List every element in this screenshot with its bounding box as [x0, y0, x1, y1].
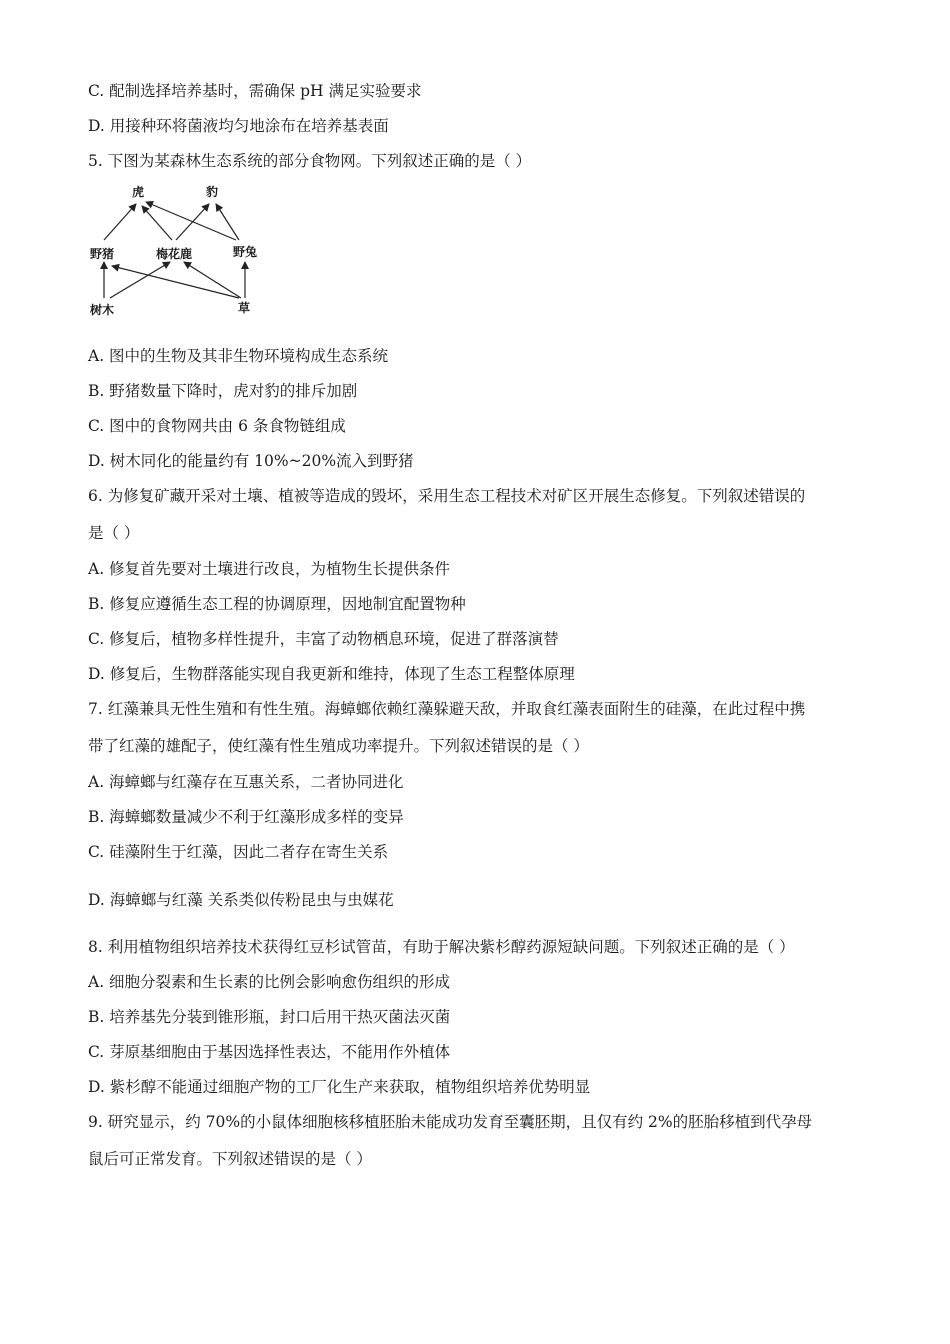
- arrow-hare-to-tiger: [146, 202, 236, 240]
- arrow-grass-to-deer: [184, 262, 241, 298]
- q8-option-b: B. 培养基先分装到锥形瓶，封口后用干热灭菌法灭菌: [88, 1008, 451, 1026]
- q9-stem-line1: 9. 研究显示，约 70%的小鼠体细胞核移植胚胎未能成功发育至囊胚期，且仅有约 2%的胚胎移植到代孕母: [88, 1113, 813, 1131]
- q6-stem-line1: 6. 为修复矿藏开采对土壤、植被等造成的毁坏，采用生态工程技术对矿区开展生态修复。下列叙述错误的: [88, 487, 806, 505]
- q6-option-a: A. 修复首先要对土壤进行改良，为植物生长提供条件: [88, 560, 451, 578]
- q7-option-b: B. 海蟑螂数量减少不利于红藻形成多样的变异: [88, 808, 404, 826]
- q5-option-b: B. 野猪数量下降时，虎对豹的排斥加剧: [88, 382, 358, 400]
- q5-option-c: C. 图中的食物网共由 6 条食物链组成: [88, 417, 346, 435]
- label-tiger: 虎: [132, 185, 145, 199]
- q4-option-d: D. 用接种环将菌液均匀地涂布在培养基表面: [88, 117, 389, 135]
- q6-option-c: C. 修复后，植物多样性提升，丰富了动物栖息环境，促进了群落演替: [88, 630, 559, 648]
- q8-option-d: D. 紫杉醇不能通过细胞产物的工厂化生产来获取，植物组织培养优势明显: [88, 1078, 591, 1096]
- label-deer: 梅花鹿: [156, 247, 193, 261]
- arrow-boar-to-tiger: [104, 204, 136, 240]
- q7-stem-line1: 7. 红藻兼具无性生殖和有性生殖。海蟑螂依赖红藻躲避天敌，并取食红藻表面附生的硅藻，在此过程中携: [88, 700, 806, 718]
- arrow-grass-to-boar: [112, 266, 239, 298]
- q8-option-a: A. 细胞分裂素和生长素的比例会影响愈伤组织的形成: [88, 973, 451, 991]
- q6-option-d: D. 修复后，生物群落能实现自我更新和维持，体现了生态工程整体原理: [88, 665, 575, 683]
- q7-option-c: C. 硅藻附生于红藻，因此二者存在寄生关系: [88, 843, 389, 861]
- label-leopard: 豹: [206, 185, 219, 199]
- q7-option-d: D. 海蟑螂与红藻 关系类似传粉昆虫与虫媒花: [88, 891, 394, 909]
- arrow-hare-to-leopard: [216, 204, 239, 240]
- q6-stem-line2: 是（ ）: [88, 524, 140, 542]
- label-tree: 树木: [90, 303, 115, 317]
- q5-option-a: A. 图中的生物及其非生物环境构成生态系统: [88, 347, 389, 365]
- food-web-diagram: [84, 180, 274, 320]
- q7-option-a: A. 海蟑螂与红藻存在互惠关系，二者协同进化: [88, 773, 404, 791]
- q5-stem: 5. 下图为某森林生态系统的部分食物网。下列叙述正确的是（ ）: [88, 152, 532, 170]
- q7-stem-line2: 带了红藻的雄配子，使红藻有性生殖成功率提升。下列叙述错误的是（ ）: [88, 737, 589, 755]
- q8-stem: 8. 利用植物组织培养技术获得红豆杉试管苗，有助于解决紫杉醇药源短缺问题。下列叙述正确的是（ ）: [88, 938, 795, 956]
- q4-option-c: C. 配制选择培养基时，需确保 pH 满足实验要求: [88, 82, 422, 100]
- label-boar: 野猪: [90, 247, 115, 261]
- arrow-deer-to-leopard: [176, 204, 209, 240]
- q5-option-d: D. 树木同化的能量约有 10%~20%流入到野猪: [88, 452, 414, 470]
- q6-option-b: B. 修复应遵循生态工程的协调原理，因地制宜配置物种: [88, 595, 466, 613]
- label-grass: 草: [238, 301, 251, 315]
- label-hare: 野兔: [233, 245, 258, 259]
- q8-option-c: C. 芽原基细胞由于基因选择性表达，不能用作外植体: [88, 1043, 451, 1061]
- q9-stem-line2: 鼠后可正常发育。下列叙述错误的是（ ）: [88, 1150, 372, 1168]
